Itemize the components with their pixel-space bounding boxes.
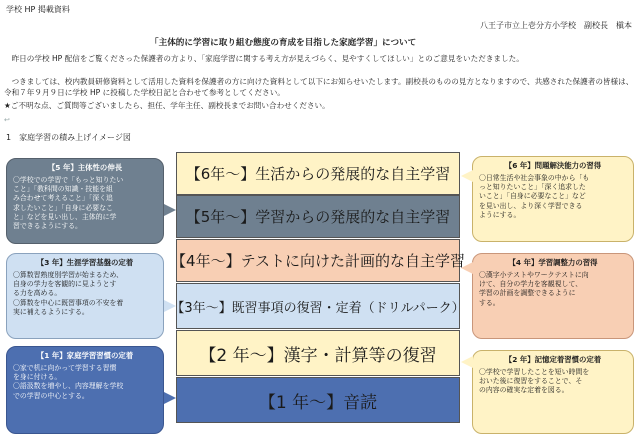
note-grade6-pointer: [461, 170, 473, 182]
stair-grade6: [176, 152, 460, 195]
note-grade1-body: 〇家で机に向かって学習する習慣 を身に付ける。 〇語汲数を増やし、内容理解を学校 での学習の中心とする。: [13, 364, 124, 400]
note-grade4-body: 〇漢字小テストやワークテストに向 けて、自分の学力を客観視して、 学習の計画を調整できるように する。: [479, 271, 589, 307]
stair-grade2-label: 【2 年～】漢字・計算等の復習: [199, 345, 437, 366]
note-grade6-body: 〇日常生活や社会事象の中から「も っと知りたいこと」「深く追求した いこと」「自身に必要なこと」など を見い出し、より深く学習できる ようにする。: [479, 174, 590, 219]
doc-title: 「主体的に学習に取り組む態度の育成を目指した家庭学習」について: [150, 38, 417, 48]
stair-grade2: [176, 330, 460, 376]
note-grade5: [6, 158, 164, 244]
note-grade5-pointer: [164, 204, 176, 216]
note-grade4: [472, 253, 634, 339]
note-grade2-title: 【2 年】記憶定着習慣の定着: [504, 355, 602, 364]
note-grade5-title: 【5 年】主体性の伸長: [47, 163, 123, 172]
stair-grade6-label: 【6年～】生活からの発展的な自主学習: [185, 165, 451, 183]
paragraph-1: 昨日の学校 HP 配信をご覧くださった保護者の方より、「家庭学習に関する考え方が見えづらく、見やすくしてほしい」とのご意見をいただきました。: [4, 54, 524, 63]
stair-grade5: [176, 195, 460, 238]
note-grade5-body: 〇学校での学習で「もっと知りたい こと」「教科間の知識・技能を組 み合わせて考えること」「深く追 求したいこと」「自身に必要なこ と」などを見い出し、主体的に学 習できるようにする。: [13, 176, 124, 231]
note-grade1: [6, 346, 164, 434]
note-grade3-body: 〇算数習熟度別学習が始まるため、 自身の学力を客観的に見ようとす る力を高める。 〇算数を中心に既習事項の不安を着 実に補えるようにする。: [13, 271, 124, 316]
note-grade2-pointer: [461, 356, 473, 368]
note-grade2-body: 〇学校で学習したことを短い時間を おいた後に復習をすることで、そ の内容の確実な定着を図る。: [479, 368, 590, 395]
section-heading: 1 家庭学習の積み上げイメージ図: [6, 133, 131, 142]
paragraph-mark: ↩: [4, 116, 10, 124]
note-grade3: [6, 253, 164, 339]
note-grade1-title: 【1 年】家庭学習習慣の定着: [36, 351, 134, 360]
stair-grade5-label: 【5年～】学習からの発展的な自主学習: [185, 208, 451, 226]
stair-grade1-label: 【1 年～】音読: [258, 392, 378, 413]
stair-grade3: [171, 283, 465, 329]
doc-header-left: 学校 HP 掲載資料: [6, 5, 70, 14]
doc-header-right: 八王子市立上壱分方小学校 副校長 槇本: [480, 21, 632, 30]
note-grade4-pointer: [461, 262, 473, 274]
paragraph-2: つきましては、校内教員研修資料として活用した資料を保護者の方に向けた資料として以下にお知らせいたします。副校長のものの見方となりますので、共感された保護者の皆様は、令和７年９月９日に学校 HP に投稿した学校日記と合わせて参考としてください。: [4, 77, 634, 97]
note-grade6-title: 【6 年】問題解決能力の習得: [504, 161, 602, 170]
note-grade1-pointer: [164, 392, 176, 404]
note-grade6: [472, 156, 634, 242]
note-grade2: [472, 350, 634, 434]
note-grade4-title: 【4 年】学習調整力の習得: [508, 258, 598, 267]
stair-grade1: [176, 377, 460, 423]
note-grade3-title: 【3 年】生涯学習基盤の定着: [36, 258, 134, 267]
stair-grade3-label: 【3年～】既習事項の復習・定着（ドリルパーク）: [171, 300, 465, 316]
stair-grade4-label: 【4年～】テストに向けた計画的な自主学習: [171, 252, 465, 270]
stair-grade4: [171, 239, 465, 282]
note-grade3-pointer: [164, 300, 176, 312]
paragraph-3: ★ご不明な点、ご質問等ございましたら、担任、学年主任、副校長までお問い合わせください。: [4, 101, 330, 110]
